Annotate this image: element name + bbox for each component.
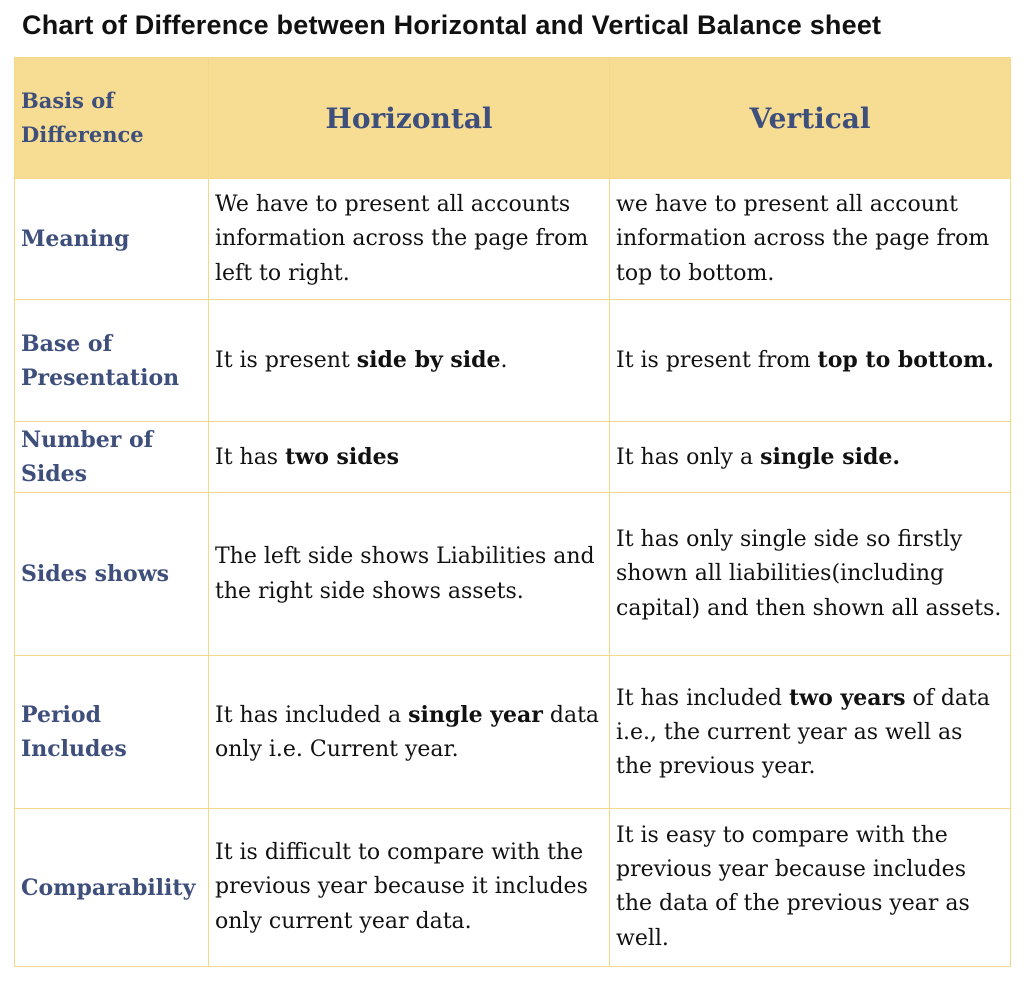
table-header-row <box>15 58 1011 179</box>
cell-text: We have to present all accounts information across the page from left to right. <box>215 191 589 286</box>
cell-text: It has <box>215 444 286 470</box>
header-vertical: Vertical <box>610 58 1011 179</box>
horizontal-cell <box>209 656 610 809</box>
table-row <box>15 656 1011 809</box>
page-title: Chart of Difference between Horizontal and Vertical Balance sheet <box>22 10 882 40</box>
cell-text: It is present from <box>616 348 818 373</box>
cell-text: It is easy to compare with the previous year because includes the data of the previous year as well. <box>616 823 970 951</box>
header-horizontal: Horizontal <box>209 58 610 179</box>
table-row <box>15 422 1011 493</box>
cell-text-tail: of data i.e., the current year as well as the previous year. <box>616 685 990 779</box>
cell-bold-text: top to bottom. <box>817 347 994 373</box>
cell-text: It has only a <box>616 444 761 470</box>
horizontal-cell <box>209 422 610 493</box>
vertical-cell <box>610 422 1011 493</box>
cell-bold-text: side by side <box>356 347 501 373</box>
row-basis: Base of Presentation <box>15 300 209 422</box>
cell-text-tail: data only i.e. Current year. <box>215 702 600 762</box>
cell-text: It has only single side so firstly shown all liabilities(including capital) and then shown all assets. <box>616 526 1002 621</box>
row-basis: Comparability <box>15 809 209 967</box>
cell-bold-text: single year <box>408 701 543 728</box>
row-basis: Number of Sides <box>15 422 209 493</box>
horizontal-cell <box>209 809 610 967</box>
vertical-cell <box>610 493 1011 656</box>
cell-text: we have to present all account information across the page from top to bottom. <box>616 191 990 286</box>
cell-bold-text: single side. <box>760 443 900 470</box>
table-row <box>15 300 1011 422</box>
horizontal-cell <box>209 179 610 300</box>
cell-text: It has included a <box>215 702 409 728</box>
cell-text: It is difficult to compare with the previous year because it includes only current year data. <box>215 840 588 934</box>
row-basis: Meaning <box>15 179 209 300</box>
cell-text: It is present <box>215 348 357 373</box>
vertical-cell <box>610 656 1011 809</box>
cell-text: It has included <box>616 685 790 711</box>
cell-text: The left side shows Liabilities and the right side shows assets. <box>215 543 595 604</box>
row-basis: Period Includes <box>15 656 209 809</box>
horizontal-cell <box>209 300 610 422</box>
vertical-cell <box>610 809 1011 967</box>
row-basis: Sides shows <box>15 493 209 656</box>
vertical-cell <box>610 179 1011 300</box>
table-row <box>15 179 1011 300</box>
vertical-cell <box>610 300 1011 422</box>
cell-bold-text: two years <box>789 684 906 711</box>
table-row <box>15 493 1011 656</box>
comparison-table <box>14 57 1011 967</box>
table-row <box>15 809 1011 967</box>
horizontal-cell <box>209 493 610 656</box>
cell-bold-text: two sides <box>285 443 400 470</box>
cell-text-tail: . <box>500 348 508 373</box>
header-basis: Basis of Difference <box>15 58 209 179</box>
